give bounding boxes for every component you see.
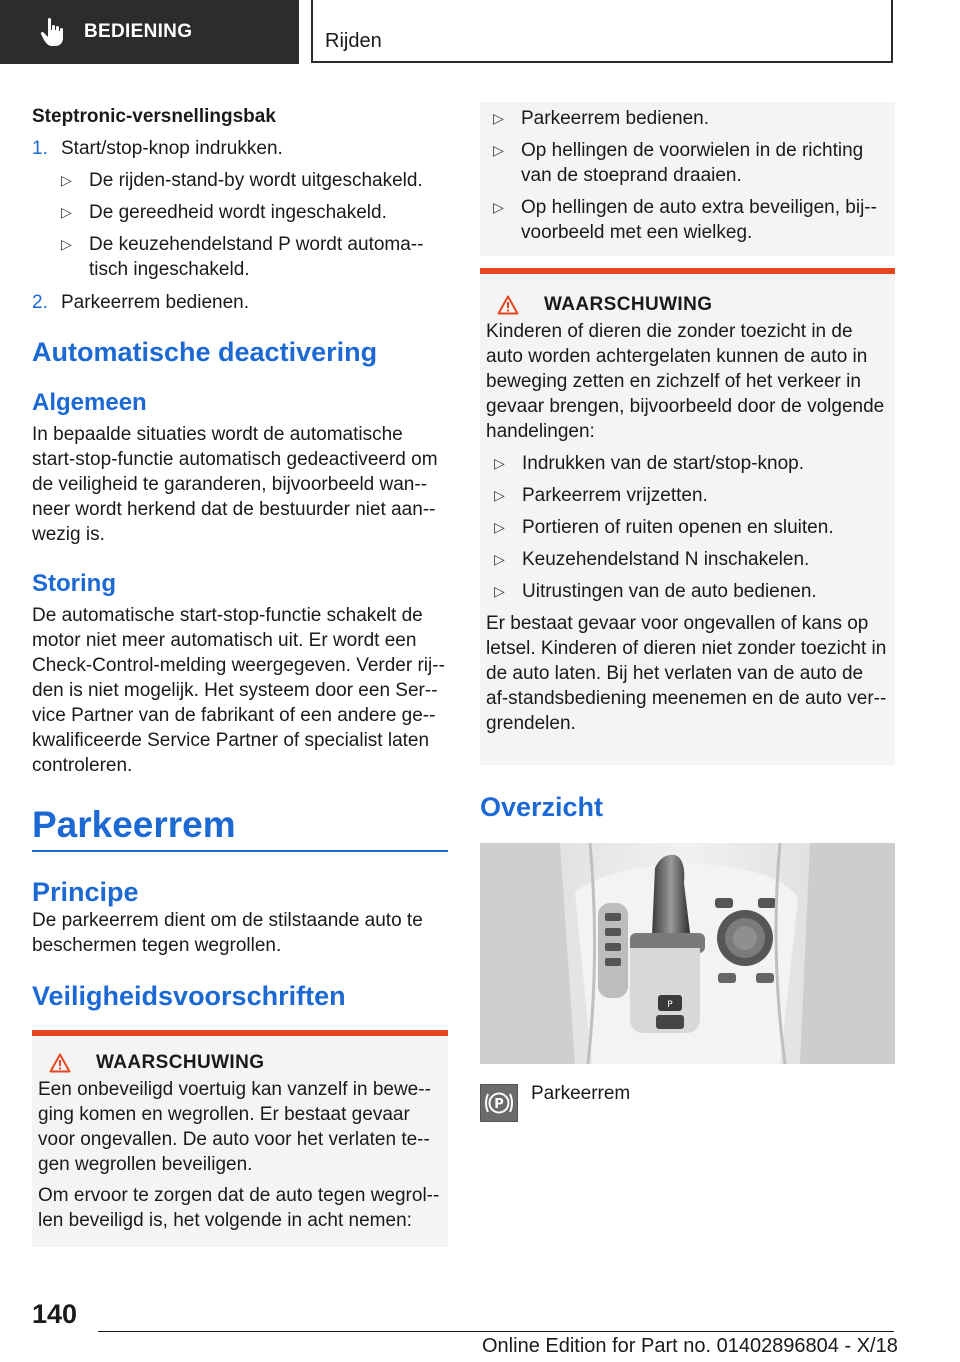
section-tab	[0, 0, 299, 64]
list-item	[494, 483, 887, 508]
bullet-triangle-icon: ▷	[493, 110, 504, 126]
chapter-tab	[311, 0, 893, 63]
subsection-heading: Storing	[32, 570, 116, 597]
chapter-label: Rijden	[325, 30, 382, 52]
paragraph: De automatische start-stop-functie schakelt de motor niet meer automatisch uit. Er wordt een Check-Control-melding weergegeven. Verder rij-den is niet mogelijk. Het systeem door een Ser-vice Partner van de fabrikant of een andere ge-kwalificeerde Service Partner of specialist laten controleren.	[32, 605, 445, 776]
svg-text:P: P	[667, 1000, 673, 1010]
footer-edition: Online Edition for Part no. 01402896804 - X/18	[482, 1335, 898, 1357]
warning-paragraph: Een onbeveiligd voertuig kan vanzelf in bewe-ging komen en wegrollen. Er bestaat gevaar voor ongevallen. De auto voor het verlaten te-gen wegrollen beveiligen.	[38, 1079, 431, 1175]
center-console-illustration	[480, 843, 895, 1064]
warning-title	[32, 1036, 448, 1074]
list-item	[494, 579, 887, 604]
list-item	[494, 515, 887, 540]
page-number: 140	[32, 1299, 78, 1329]
continued-list-box	[480, 102, 895, 256]
list-item	[494, 547, 887, 572]
list-item-text: Indrukken van de start/stop-knop.	[522, 453, 804, 474]
list-item	[61, 168, 448, 193]
chapter-heading: Parkeerrem	[32, 804, 236, 845]
bullet-triangle-icon: ▷	[494, 583, 505, 599]
left-column	[32, 100, 448, 1247]
list-item-text: Uitrustingen van de auto bedienen.	[522, 581, 817, 602]
bullet-triangle-icon: ▷	[494, 551, 505, 567]
list-item-text: De gereedheid wordt ingeschakeld.	[89, 202, 387, 223]
warning-paragraph: Er bestaat gevaar voor ongevallen of kans op letsel. Kinderen of dieren niet zonder toezicht in de auto laten. Bij het verlaten van de auto de af-standsbediening meenemen en de auto ver-grendelen.	[486, 613, 887, 734]
step-text: Parkeerrem bedienen.	[61, 292, 249, 313]
list-item	[61, 200, 448, 225]
paragraph: In bepaalde situaties wordt de automatische start-stop-functie automatisch gedeactiveerd om de veiligheid te garanderen, bijvoorbeeld wan-neer wordt herkend dat de bestuurder niet aan-wezig is.	[32, 424, 438, 545]
warning-triangle-icon	[497, 295, 519, 315]
step-item	[32, 136, 448, 161]
heading-rule	[32, 850, 448, 852]
step-number: 2.	[32, 292, 48, 313]
bullet-triangle-icon: ▷	[493, 142, 504, 158]
svg-text:P: P	[494, 1097, 504, 1112]
bullet-triangle-icon: ▷	[61, 204, 72, 220]
bullet-triangle-icon: ▷	[493, 199, 504, 215]
list-item	[494, 451, 887, 476]
subsection-heading: Algemeen	[32, 389, 147, 416]
warning-box	[480, 268, 895, 765]
bullet-triangle-icon: ▷	[494, 487, 505, 503]
list-item-text: Portieren of ruiten openen en sluiten.	[522, 517, 834, 538]
bullet-triangle-icon: ▷	[494, 519, 505, 535]
parking-brake-symbol-icon	[480, 1084, 518, 1122]
list-item-text: Op hellingen de voorwielen in de richting van de stoeprand draaien.	[521, 140, 864, 186]
center-console-photo	[480, 843, 895, 1064]
bullet-triangle-icon: ▷	[494, 455, 505, 471]
figure-caption	[480, 1084, 895, 1122]
list-item-text: Op hellingen de auto extra beveiligen, bij-voorbeeld met een wielkeg.	[521, 197, 877, 243]
step-text: Start/stop-knop indrukken.	[61, 138, 283, 159]
list-item-text: Parkeerrem vrijzetten.	[522, 485, 708, 506]
warning-triangle-icon	[49, 1053, 71, 1073]
steptronic-heading: Steptronic-versnellingsbak	[32, 106, 276, 127]
bullet-triangle-icon: ▷	[61, 236, 72, 252]
warning-title-text: WAARSCHUWING	[544, 294, 713, 315]
section-heading: Principe	[32, 877, 139, 907]
list-item	[493, 106, 887, 131]
list-item	[61, 232, 448, 282]
footer-rule	[98, 1331, 894, 1332]
hand-pointer-icon	[40, 17, 66, 47]
list-item	[493, 195, 887, 245]
list-item-text: Parkeerrem bedienen.	[521, 108, 709, 129]
warning-paragraph: Kinderen of dieren die zonder toezicht in de auto worden achtergelaten kunnen de auto in beweging zetten en zichzelf of het verkeer in gevaar brengen, bijvoorbeeld door de volgende handelingen:	[486, 321, 885, 442]
right-column	[480, 102, 895, 1122]
warning-title-text: WAARSCHUWING	[96, 1052, 265, 1073]
step-item	[32, 290, 448, 315]
list-item-text: Keuzehendelstand N inschakelen.	[522, 549, 810, 570]
list-item-text: De rijden-stand-by wordt uitgeschakeld.	[89, 170, 423, 191]
warning-box	[32, 1030, 448, 1247]
list-item	[493, 138, 887, 188]
section-heading: Automatische deactivering	[32, 337, 378, 367]
warning-title	[480, 274, 895, 316]
section-label: BEDIENING	[84, 21, 193, 42]
warning-paragraph: Om ervoor te zorgen dat de auto tegen wegrol-len beveiligd is, het volgende in acht nemen:	[38, 1185, 440, 1231]
bullet-triangle-icon: ▷	[61, 172, 72, 188]
section-heading: Overzicht	[480, 792, 604, 822]
list-item-text: De keuzehendelstand P wordt automa-tisch ingeschakeld.	[89, 234, 424, 280]
step-number: 1.	[32, 138, 48, 159]
paragraph: De parkeerrem dient om de stilstaande auto te beschermen tegen wegrollen.	[32, 910, 423, 956]
caption-text: Parkeerrem	[531, 1083, 631, 1104]
section-heading: Veiligheidsvoorschriften	[32, 981, 346, 1011]
